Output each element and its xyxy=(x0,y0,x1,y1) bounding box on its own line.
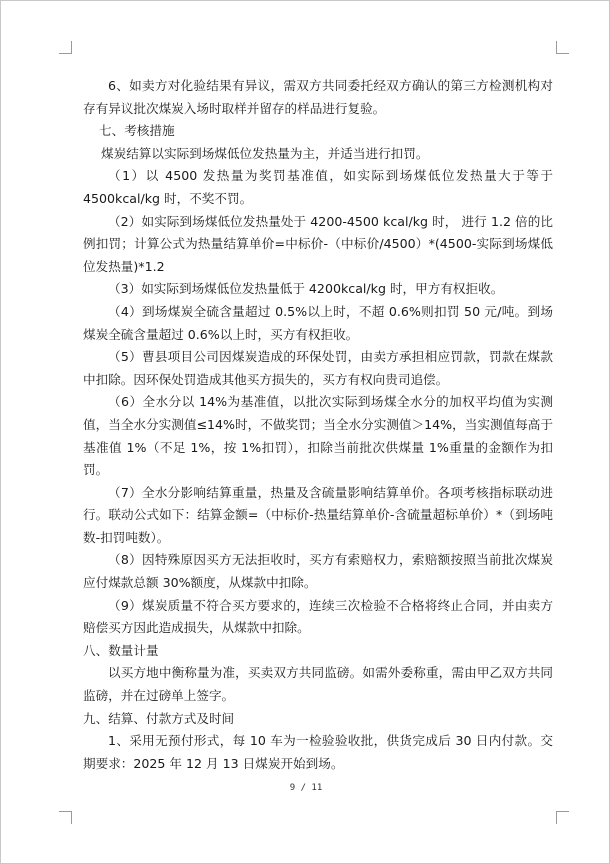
paragraph-item-8: （8）因特殊原因买方无法拒收时，买方有索赔权力，索赔额按照当前批次煤炭应付煤款总额 30%额度，从煤款中扣除。 xyxy=(83,552,553,591)
paragraph-item-5: （5）曹县项目公司因煤炭造成的环保处罚，由卖方承担相应罚款，罚款在煤款中扣除。因环保处罚造成其他买方损失的，买方有权向贵司追偿。 xyxy=(83,349,553,387)
paragraph-item-2: （2）如实际到场煤低位发热量处于 4200-4500 kcal/kg 时， 进行 1.2 倍的比例扣罚；计算公式为热量结算单价=中标价-（中标价/4500）*(4500-实际到场煤低位发热量)*1.2 xyxy=(83,213,553,274)
paragraph-item-3: （3）如实际到场煤低位发热量低于 4200kcal/kg 时，甲方有权拒收。 xyxy=(108,281,504,297)
paragraph-item-7: （7）全水分影响结算重量，热量及含硫量影响结算单价。各项考核指标联动进行。联动公式如下：结算金额=（中标价-热量结算单价-含硫量超标单价）*（到场吨数-扣罚吨数）。 xyxy=(83,484,553,545)
crop-mark-bottom-right xyxy=(556,811,569,824)
page-number: 9 / 11 xyxy=(289,783,323,793)
paragraph-item-6: （6）全水分以 14%为基准值，以批次实际到场煤全水分的加权平均值为实测值，当全水分实测值≤14%时，不做奖罚；当全水分实测值＞14%，当实测值每高于基准值 1%（不足 1%，按 1%扣罚），扣除当前批次供煤量 1%重量的金额作为扣罚。 xyxy=(83,394,553,478)
paragraph-item-9: （9）煤炭质量不符合买方要求的，连续三次检验不合格将终止合同，并由卖方赔偿买方因此造成损失，从煤款中扣除。 xyxy=(83,597,553,636)
section-heading-payment: 九、结算、付款方式及时间 xyxy=(83,710,235,726)
paragraph-item-1: （1）以 4500 发热量为奖罚基准值，如实际到场煤低位发热量大于等于 4500kcal/kg 时，不奖不罚。 xyxy=(83,168,553,206)
crop-mark-top-right xyxy=(556,41,569,54)
paragraph-payment: 1、采用无预付形式，每 10 车为一检验验收批，供货完成后 30 日内付款。交期要求：2025 年 12 月 13 日煤炭开始到场。 xyxy=(83,733,553,771)
section-heading-quantity: 八、数量计量 xyxy=(83,642,159,658)
paragraph-item-4: （4）到场煤炭全硫含量超过 0.5%以上时，不超 0.6%则扣罚 50 元/吨。到场煤炭全硫含量超过 0.6%以上时，买方有权拒收。 xyxy=(83,303,553,342)
crop-mark-bottom-left xyxy=(59,811,72,824)
crop-mark-top-left xyxy=(59,41,72,54)
document-body xyxy=(83,75,553,775)
paragraph-dispute-retest: 6、如卖方对化验结果有异议，需双方共同委托经双方确认的第三方检测机构对存有异议批次煤炭入场时取样并留存的样品进行复验。 xyxy=(83,78,553,116)
paragraph-settlement-basis: 煤炭结算以实际到场煤低位发热量为主，并适当进行扣罚。 xyxy=(101,145,429,161)
section-heading-assessment: 七、考核措施 xyxy=(99,123,175,139)
paragraph-quantity: 以买方地中衡称量为准，买卖双方共同监磅。如需外委称重，需由甲乙双方共同监磅，并在过磅单上签字。 xyxy=(83,665,553,704)
